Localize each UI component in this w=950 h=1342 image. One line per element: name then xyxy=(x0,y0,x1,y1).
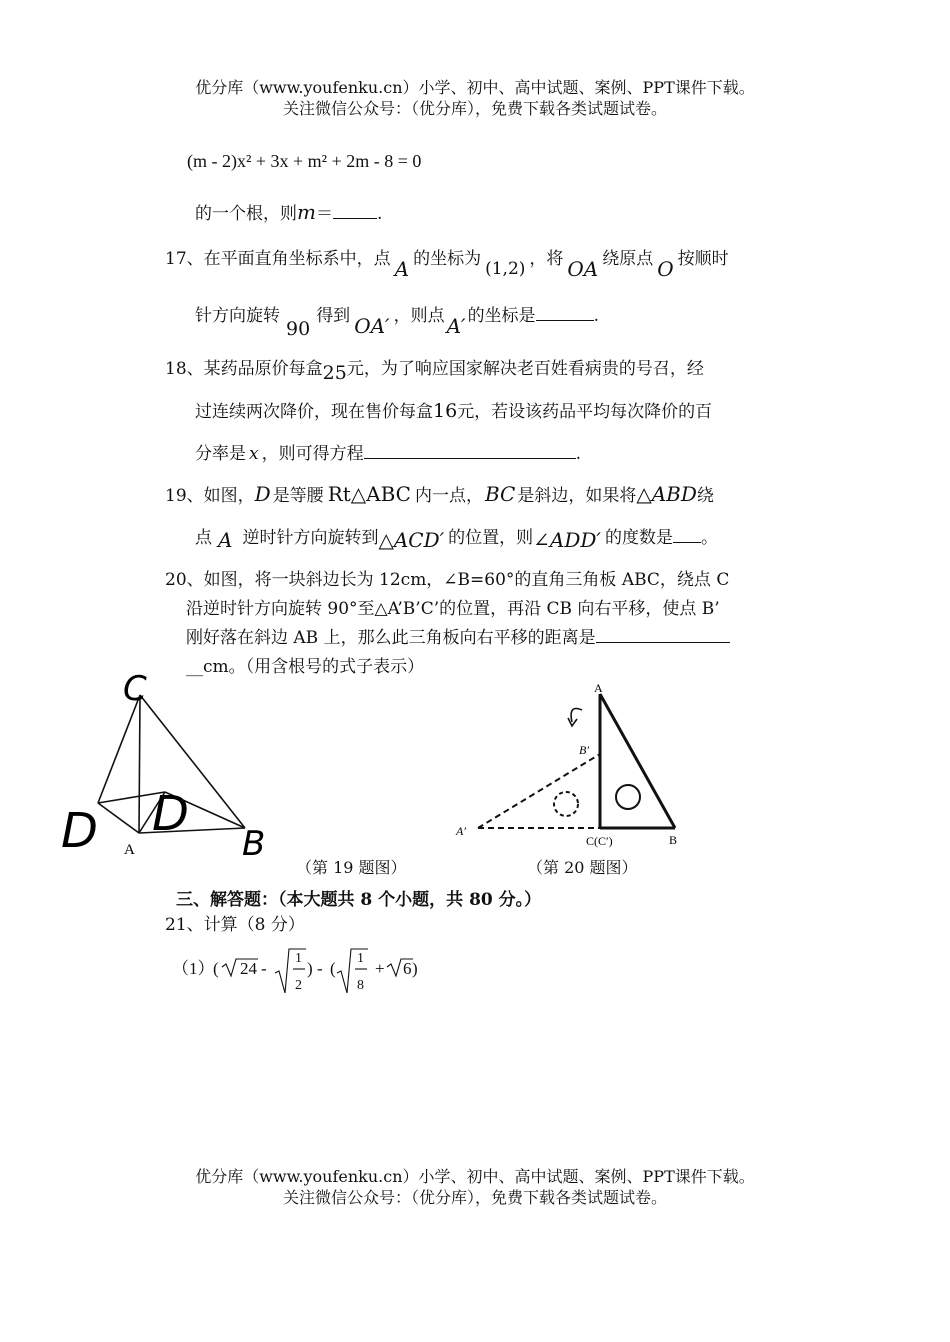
fig20-side-ab xyxy=(600,694,675,828)
q19-end: 。 xyxy=(700,528,718,548)
header-line-1: 优分库（www.youfenku.cn）小学、初中、高中试题、案例、PPT课件下载。 xyxy=(195,78,755,97)
fig20-hole xyxy=(616,785,640,809)
q21-minus-2: - xyxy=(317,959,323,978)
q20-line-2: 沿逆时针方向旋转 90°至△A’B’C’的位置，再沿 CB 向右平移，使点 B’ xyxy=(186,599,720,619)
q19-text-f: 点 xyxy=(195,528,212,548)
q17-text-d: 绕原点 xyxy=(602,249,654,269)
q19-point-d: D xyxy=(254,482,271,506)
fig19-label-d1: D xyxy=(61,803,98,859)
q17-seg-oa: OA xyxy=(567,257,599,281)
q17-end: . xyxy=(593,306,599,326)
q17-answer-blank[interactable] xyxy=(536,304,594,321)
q21-paren-close-2: ) xyxy=(412,959,418,978)
q21-paren-open-1: ( xyxy=(213,959,219,978)
q16-end: . xyxy=(376,204,383,224)
q16-answer-blank[interactable] xyxy=(333,202,377,219)
q19-text-b: 是等腰 xyxy=(272,486,324,506)
q21-minus-1: - xyxy=(261,959,267,978)
q17-text-c: ，将 xyxy=(529,249,564,269)
fig20-label-a-prime: A′ xyxy=(456,824,466,838)
q19-triangle: Rt△ABC xyxy=(327,482,411,506)
q20-line-3 xyxy=(186,626,730,650)
q18-text-c: 过连续两次降价，现在售价每盒 xyxy=(195,402,433,422)
q19-text-e: 绕 xyxy=(696,486,714,506)
q19-triangle-abd: △ABD xyxy=(636,482,697,506)
q18-answer-blank[interactable] xyxy=(364,442,576,459)
q21-n24: 24 xyxy=(240,959,257,978)
q17-text-a: 17、在平面直角坐标系中，点 xyxy=(165,249,391,269)
q21-n2: 2 xyxy=(295,978,302,993)
footer-line-2: 关注微信公众号：（优分库），免费下载各类试题试卷。 xyxy=(282,1188,667,1207)
q18-line-3 xyxy=(195,442,581,466)
q21-n6: 6 xyxy=(403,959,412,978)
q17-seg-oa-prime: OA′ xyxy=(354,314,390,338)
q18-price-1: 25 xyxy=(322,362,347,384)
q18-line-2 xyxy=(195,399,712,424)
q18-text-d: 元，若设该药品平均每次降价的百 xyxy=(457,402,713,422)
q17-text-f: 针方向旋转 xyxy=(195,306,280,326)
q16-tail xyxy=(195,200,382,226)
fig20-rotation-arrow-head xyxy=(568,718,577,726)
q21-plus: + xyxy=(375,959,385,978)
fig19-label-b: B xyxy=(242,824,266,864)
q19-line-2 xyxy=(195,524,718,550)
fig20-side-a-prime-b-prime xyxy=(478,754,600,828)
q19-line-1 xyxy=(165,482,714,508)
q21-item-label: （1） xyxy=(172,959,215,978)
fig20-hole-dashed xyxy=(554,792,578,816)
q19-text-g: 逆时针方向旋转到 xyxy=(242,528,379,548)
q21-title: 21、计算（8 分） xyxy=(165,915,305,935)
fig19-line-cd1 xyxy=(98,695,140,803)
q20-line-1: 20、如图，将一块斜边长为 12cm，∠B=60°的直角三角板 ABC，绕点 C xyxy=(165,570,730,590)
q21-n1b: 1 xyxy=(357,951,364,966)
q17-angle: 90 xyxy=(286,318,311,340)
fig20-label-c: C(C′) xyxy=(586,834,613,848)
q18-var: x xyxy=(249,444,259,464)
q18-price-2: 16 xyxy=(433,400,458,422)
q17-line-2 xyxy=(195,302,599,340)
q21-paren-open-2: ( xyxy=(330,959,336,978)
q17-text-b: 的坐标为 xyxy=(413,249,482,269)
q19-text-d: 是斜边，如果将 xyxy=(517,486,637,506)
q21-expression xyxy=(213,945,428,997)
q17-text-g: 得到 xyxy=(316,306,351,326)
q21-n1a: 1 xyxy=(295,951,302,966)
fig19-label-a: A xyxy=(124,842,135,858)
fig19-label-d2: D xyxy=(152,786,189,842)
footer-line-1: 优分库（www.youfenku.cn）小学、初中、高中试题、案例、PPT课件下载。 xyxy=(195,1167,755,1186)
fig20-label-b: B xyxy=(669,833,678,847)
q18-end: . xyxy=(575,444,581,464)
q16-var: m xyxy=(297,200,316,224)
q17-text-e: 按顺时 xyxy=(677,249,729,269)
q19-angle: ∠ADD′ xyxy=(533,528,601,552)
q18-text-a: 18、某药品原价每盒 xyxy=(165,359,323,379)
q18-text-b: 元，为了响应国家解决老百姓看病贵的号召，经 xyxy=(346,359,704,379)
q17-point-a-prime: A′ xyxy=(446,314,466,338)
q20-text-line-3: 刚好落在斜边 AB 上，那么此三角板向右平移的距离是 xyxy=(186,628,596,648)
fig19-line-d1a xyxy=(98,803,139,833)
q16-eq: ＝ xyxy=(315,204,333,224)
header-line-2: 关注微信公众号：（优分库），免费下载各类试题试卷。 xyxy=(282,99,667,118)
q19-seg-bc: BC xyxy=(484,482,516,506)
q19-text-c: 内一点， xyxy=(414,486,483,506)
q18-text-e: 分率是 xyxy=(195,444,246,464)
q17-line-1 xyxy=(165,245,729,281)
q18-text-f: ，则可得方程 xyxy=(261,444,364,464)
q19-text-a: 19、如图， xyxy=(165,486,255,506)
q21-paren-close-1: ) xyxy=(307,959,313,978)
fig19-label-c: C xyxy=(123,670,147,709)
q20-line-4: __cm。（用含根号的式子表示） xyxy=(186,657,425,677)
q17-point-o: O xyxy=(657,257,674,281)
q19-text-i: 的度数是 xyxy=(604,528,673,548)
q17-text-i: 的坐标是 xyxy=(467,306,536,326)
q17-coord: (1,2) xyxy=(485,259,526,279)
q18-line-1 xyxy=(165,356,704,384)
q19-answer-blank[interactable] xyxy=(673,526,701,543)
fig20-label-a: A xyxy=(594,682,603,695)
q17-text-h: ，则点 xyxy=(393,306,445,326)
section-3-title: 三、解答题：（本大题共 8 个小题，共 80 分。） xyxy=(176,890,542,910)
fig20-caption: （第 20 题图） xyxy=(527,858,638,877)
q17-point-a: A xyxy=(394,257,410,281)
figure-20 xyxy=(450,682,700,852)
q16-tail-prefix: 的一个根，则 xyxy=(195,204,297,224)
q19-triangle-acd: △ACD′ xyxy=(378,528,445,552)
fig19-line-ca xyxy=(139,695,140,833)
q19-point-a: A xyxy=(218,528,233,552)
fig20-label-b-prime: B′ xyxy=(579,743,589,757)
q16-equation: (m - 2)x² + 3x + m² + 2m - 8 = 0 xyxy=(187,151,422,171)
q19-text-h: 的位置，则 xyxy=(448,528,534,548)
fig19-caption: （第 19 题图） xyxy=(296,858,407,877)
q20-answer-blank[interactable] xyxy=(596,626,730,643)
q21-item-1 xyxy=(172,957,215,981)
q21-n8: 8 xyxy=(357,978,364,993)
figure-19 xyxy=(55,670,285,865)
